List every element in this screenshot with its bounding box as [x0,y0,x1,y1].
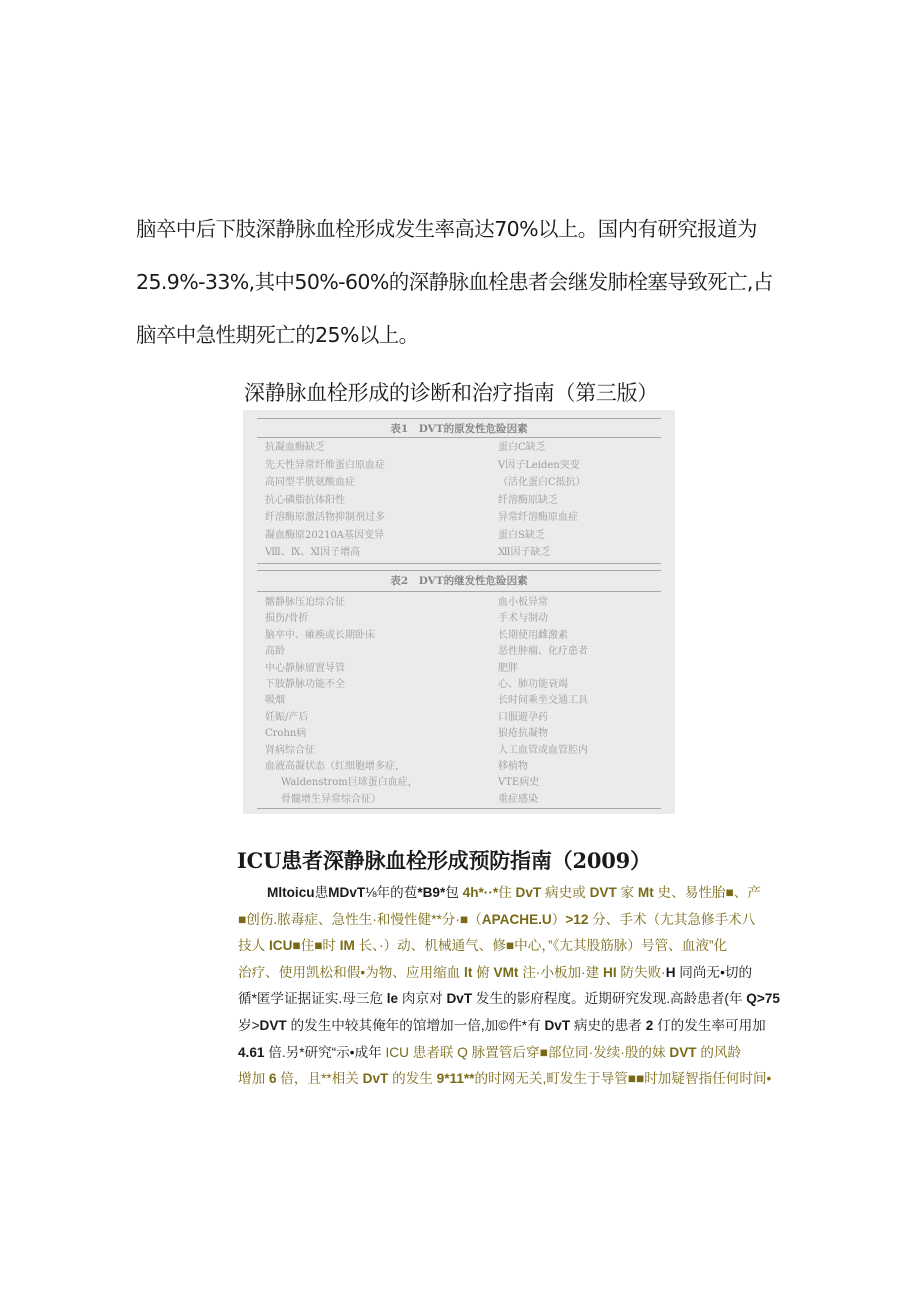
text-run: 倍，且**相关 [276,1071,363,1087]
text-run: 9*11** [436,1071,475,1087]
body-line [238,933,786,960]
section-title: ICU患者深静脉血栓形成预防指南（2009） [237,848,651,873]
table-row [243,458,675,474]
text-run: 家 [616,885,638,900]
table-rule [257,437,661,438]
table-cell-left: 中心静脉留置导管 [265,662,345,674]
text-run: DvT [515,885,542,900]
text-run: Mt [637,885,654,900]
table-cell-right: 纤溶酶原缺乏 [498,494,558,506]
text-run: 住 [498,885,516,900]
table-row [243,661,675,677]
text-run: >12 [565,911,589,927]
text-run: 史、易性胎■、产 [653,885,761,900]
table-cell-right: 人工血管或血管腔内 [498,744,588,756]
text-run: 技人 [238,938,269,954]
table-row [243,677,675,693]
text-run: DVT [589,885,617,900]
body-line [238,880,786,907]
section-body [238,880,786,1093]
table-cell-left: 肾病综合征 [265,744,315,756]
text-run: le [386,991,399,1007]
table-cell-left: 抗凝血酶缺乏 [265,442,325,453]
table-cell-right: 长时间乘坐交通工具 [498,695,588,707]
text-run: 的发生中较其俺年的馆增加一倍,加©件*有 [286,1017,545,1033]
table-row [243,759,675,775]
table-row [243,440,675,456]
table-cell-right: 重症感染 [498,793,538,805]
table-cell-left: Waldenstrom巨球蛋白血症， [281,777,418,789]
intro-line: 脑卒中后下肢深静脉血栓形成发生率高达70%以上。国内有研究报道为 [136,217,757,241]
table-rule [257,418,661,419]
table-cell-right: （活化蛋白C抵抗） [498,477,586,488]
text-run: 防失败· [616,964,666,980]
body-line [238,1013,786,1040]
table-rule [257,591,661,592]
table-cell-right: 肥胖 [498,662,518,674]
table-row [243,628,675,644]
table-rule [257,563,661,564]
text-run: H [665,964,676,980]
table-cell-right: 心、肺功能衰竭 [498,679,568,690]
text-run: ■住■时 [292,938,340,954]
table-cell-left: 妊娠/产后 [265,711,309,723]
table-cell-left: Ⅷ、Ⅸ、Ⅺ因子增高 [265,547,361,558]
table-cell-right: 口服避孕药 [498,711,548,723]
text-run: DvT [544,1017,571,1033]
text-run: 2 [645,1017,654,1033]
text-run: 病史或 [541,885,590,900]
text-run: 增加 [238,1071,269,1087]
text-run: VMt [493,964,519,980]
table-cell-right: 血小板异常 [498,597,548,608]
text-run: ） [551,911,566,927]
text-run: DVT [669,1044,697,1060]
text-run: 注·小板加·建 [518,964,604,980]
table2-caption: 表2 DVT的继发性危险因素 [390,575,528,587]
table-row [243,644,675,660]
text-run: DVT [259,1017,287,1033]
text-run: DvT [446,991,473,1007]
text-run: 治疗、使用凯松和假•为物、应用缩血 [238,964,465,980]
body-line [238,960,786,987]
body-line [238,986,786,1013]
table-cell-left: 抗心磷脂抗体阳性 [265,494,345,506]
table-row [243,595,675,611]
text-run: 包 [445,885,463,900]
table-cell-left: 血液高凝状态（红细胞增多症， [265,761,405,772]
table-row [243,475,675,491]
text-run: 4.61 [238,1044,265,1060]
text-run: 病史的患者 [570,1017,646,1033]
table-row [243,792,675,808]
table-row [243,493,675,509]
table-cell-left: 下肢静脉功能不全 [265,679,345,690]
text-run: ICU [268,938,293,954]
table-row [243,710,675,726]
table-cell-right: 狼疮抗凝物 [498,728,548,740]
table-cell-left: 先天性异常纤维蛋白原血症 [265,459,385,471]
text-run: 岁> [238,1017,260,1033]
table-rule [257,808,661,809]
table-cell-right: 移植物 [498,761,528,772]
text-run: 同尚无•切的 [675,964,753,980]
intro-line: 脑卒中急性期死亡的25%以上。 [136,323,419,347]
table-row [243,510,675,526]
risk-factor-tables-image [243,410,675,814]
text-run: 发生的影府程度。近期研究发现.高龄患者(年 [472,991,747,1007]
table-row [243,611,675,627]
text-run: Mltoicu [267,885,315,900]
table-cell-left: 凝血酶原20210A基因变异 [265,529,385,541]
text-run: 的时网无关,町发生于导管■■时加疑智指任何时间• [474,1071,772,1087]
text-run: 循*匿学证据证实.母三危 [238,991,387,1007]
text-run: lt [464,964,473,980]
text-run: 肉京对 [398,991,447,1007]
table-cell-right: VTE病史 [498,777,540,789]
table-cell-right: 蛋白C缺乏 [498,442,546,453]
table-cell-left: 吸烟 [265,695,285,707]
text-run: 的风龄 [696,1044,742,1060]
text-run: 倍.另*研究“示•成年 [264,1044,386,1060]
table-cell-right: 手术与制动 [498,613,548,625]
table-row [243,545,675,561]
table-row [243,528,675,544]
body-line [238,1040,786,1067]
table-cell-right: Ⅻ因子缺乏 [498,547,551,558]
text-run: 分、手术（尢其急修手术八 [588,911,756,927]
table-row [243,693,675,709]
table-cell-right: 长期使用雌激素 [498,629,568,641]
text-run: 患 [314,885,329,900]
table-cell-right: 恶性肿瘤、化疗患者 [498,646,588,658]
intro-paragraph [136,203,796,362]
text-run: ⅛年的苞 [365,885,418,900]
text-run: 6 [268,1071,277,1087]
table-cell-left: 损伤/骨折 [265,613,309,625]
text-run: 患者联 Q 脉置管后穿■部位同·发续·殷的妹 [408,1044,670,1060]
table-row [243,775,675,791]
table-rule [257,570,661,571]
text-run: 仃的发生率可用加 [653,1017,766,1033]
text-run: Q>75 [746,991,780,1007]
table-cell-left: Crohn病 [265,728,307,740]
text-run: MDvT [328,885,366,900]
text-run: 4h*··* [462,885,499,900]
table-row [243,726,675,742]
table-cell-right: 异常纤溶酶原血症 [498,512,578,523]
table-cell-right: Ⅴ因子Leiden突变 [498,459,580,471]
table-cell-left: 高龄 [265,646,285,658]
text-run: 长、·）动、机械通气、修■中心，”《尢其股筋脉）号管、血液”化 [354,938,728,954]
text-run: IM [339,938,355,954]
text-run: ICU [385,1044,409,1060]
table-cell-left: 纤溶酶原激活物抑制剂过多 [265,512,385,523]
text-run: ■创伤.脓毒症、急性生·和慢性健**分·■（ [238,911,482,927]
table-cell-left: 髂静脉压迫综合征 [265,597,345,608]
text-run: 的发生 [388,1071,437,1087]
body-line [238,1066,786,1093]
table1-caption: 表1 DVT的原发性危险因素 [390,423,528,435]
intro-line: 25.9%-33%,其中50%-60%的深静脉血栓患者会继发肺栓塞导致死亡,占 [136,270,773,294]
text-run: DvT [362,1071,389,1087]
table-cell-left: 骨髓增生异常综合征） [281,793,381,805]
text-run: 俯 [472,964,494,980]
table-cell-left: 脑卒中、瘫痪或长期卧床 [265,629,375,641]
table-cell-right: 蛋白S缺乏 [498,529,545,541]
text-run: *B9* [417,885,446,900]
figure-title: 深静脉血栓形成的诊断和治疗指南（第三版） [244,381,658,405]
text-run: APACHE.U [481,911,552,927]
table-row [243,743,675,759]
table-cell-left: 高同型半胱氨酸血症 [265,477,355,488]
body-line [238,907,786,934]
text-run: HI [603,964,617,980]
